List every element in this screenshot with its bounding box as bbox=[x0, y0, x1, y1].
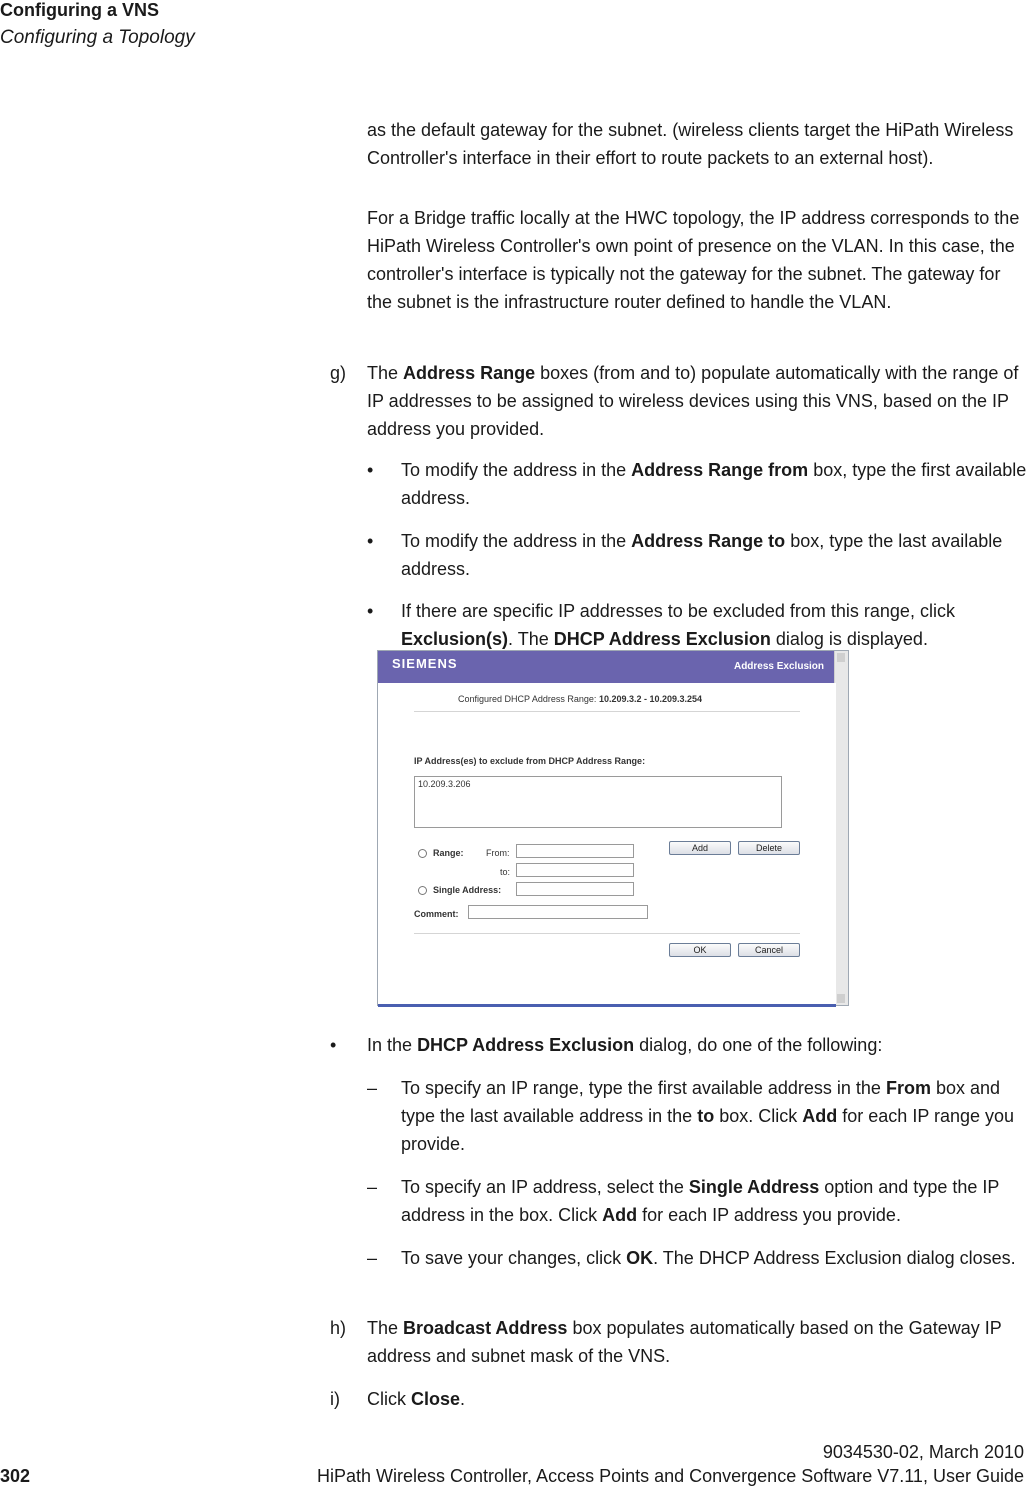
siemens-logo: SIEMENS bbox=[392, 656, 458, 671]
dash-single-address: To specify an IP address, select the Single Address option and type the IP address in the box. Click Add for each IP address you provide. bbox=[401, 1177, 1000, 1225]
dash-ip-range: To specify an IP range, type the first available address in the From box and type the last available address in the to box. Click Add for each IP range you provide. bbox=[401, 1078, 1015, 1154]
step-i-text: Click Close. bbox=[367, 1389, 466, 1409]
dialog-title: Address Exclusion bbox=[733, 661, 824, 672]
exclude-list[interactable]: 10.209.3.206 bbox=[414, 776, 782, 828]
add-button[interactable]: Add bbox=[669, 841, 731, 855]
dialog-body bbox=[378, 683, 836, 1007]
single-address-radio[interactable] bbox=[418, 886, 427, 895]
divider bbox=[414, 711, 800, 712]
dash-save: To save your changes, click OK. The DHCP Address Exclusion dialog closes. bbox=[401, 1248, 1016, 1268]
scroll-down-icon[interactable] bbox=[837, 994, 845, 1003]
scroll-up-icon[interactable] bbox=[837, 653, 845, 662]
step-h-marker: h) bbox=[330, 1318, 347, 1338]
page-number: 302 bbox=[0, 1466, 31, 1486]
address-range-term: Address Range bbox=[403, 363, 536, 383]
paragraph-bridge: For a Bridge traffic locally at the HWC topology, the IP address corresponds to the HiPath Wireless Controller's own point of presence on the VLAN. In this case, the controller's interface is typically not the gateway for the subnet. The gateway for the subnet is the infrastructure router defined to handle the VLAN. bbox=[367, 208, 1020, 312]
bullet-range-to: To modify the address in the Address Range to box, type the last available address. bbox=[401, 531, 1003, 579]
to-label: to: bbox=[500, 867, 511, 877]
step-h-text: The Broadcast Address box populates automatically based on the Gateway IP address and subnet mask of the VNS. bbox=[367, 1318, 1002, 1366]
step-i-marker: i) bbox=[330, 1389, 340, 1409]
bullet-range-from: To modify the address in the Address Range from box, type the first available address. bbox=[401, 460, 1027, 508]
exclude-label: IP Address(es) to exclude from DHCP Address Range: bbox=[414, 756, 646, 766]
bullet-icon: • bbox=[330, 1035, 337, 1055]
divider bbox=[414, 933, 800, 934]
range-label: Range: bbox=[433, 848, 464, 858]
range-from-input[interactable] bbox=[516, 844, 634, 858]
configured-range: Configured DHCP Address Range: 10.209.3.2 - 10.209.3.254 bbox=[458, 694, 703, 704]
step-g-marker: g) bbox=[330, 363, 347, 383]
single-address-input[interactable] bbox=[516, 882, 634, 896]
dash-icon: – bbox=[367, 1078, 378, 1098]
from-label: From: bbox=[486, 848, 510, 858]
dialog-scrollbar[interactable] bbox=[834, 651, 848, 1005]
bullet-icon: • bbox=[367, 460, 374, 480]
dash-icon: – bbox=[367, 1248, 378, 1268]
dialog-footer-bar bbox=[378, 1004, 836, 1007]
address-exclusion-dialog bbox=[377, 650, 849, 1006]
bullet-icon: • bbox=[367, 531, 374, 551]
comment-input[interactable] bbox=[468, 905, 648, 919]
bullet-icon: • bbox=[367, 601, 374, 621]
bullet-dialog-options: In the DHCP Address Exclusion dialog, do one of the following: bbox=[367, 1035, 883, 1055]
bullet-exclusions: If there are specific IP addresses to be excluded from this range, click Exclusion(s). The DHCP Address Exclusion dialog is displayed. bbox=[401, 601, 955, 649]
footer-guide-title: HiPath Wireless Controller, Access Points and Convergence Software V7.11, User Guide bbox=[316, 1466, 1024, 1486]
dialog-header bbox=[378, 651, 836, 683]
chapter-title: Configuring a VNS bbox=[0, 0, 159, 20]
single-address-label: Single Address: bbox=[433, 885, 502, 895]
ok-button[interactable]: OK bbox=[669, 943, 731, 957]
range-to-input[interactable] bbox=[516, 863, 634, 877]
delete-button[interactable]: Delete bbox=[738, 841, 800, 855]
comment-label: Comment: bbox=[414, 909, 459, 919]
step-g-text: The Address Range boxes (from and to) populate automatically with the range of IP addresses to be assigned to wireless devices using this VNS, based on the IP address you provided. bbox=[367, 363, 1019, 439]
cancel-button[interactable]: Cancel bbox=[738, 943, 800, 957]
dash-icon: – bbox=[367, 1177, 378, 1197]
footer-doc-id: 9034530-02, March 2010 bbox=[822, 1442, 1024, 1462]
range-radio[interactable] bbox=[418, 849, 427, 858]
paragraph-gateway: as the default gateway for the subnet. (wireless clients target the HiPath Wireless Controller's interface in their effort to route packets to an external host). bbox=[367, 120, 1014, 168]
section-title: Configuring a Topology bbox=[0, 27, 195, 48]
